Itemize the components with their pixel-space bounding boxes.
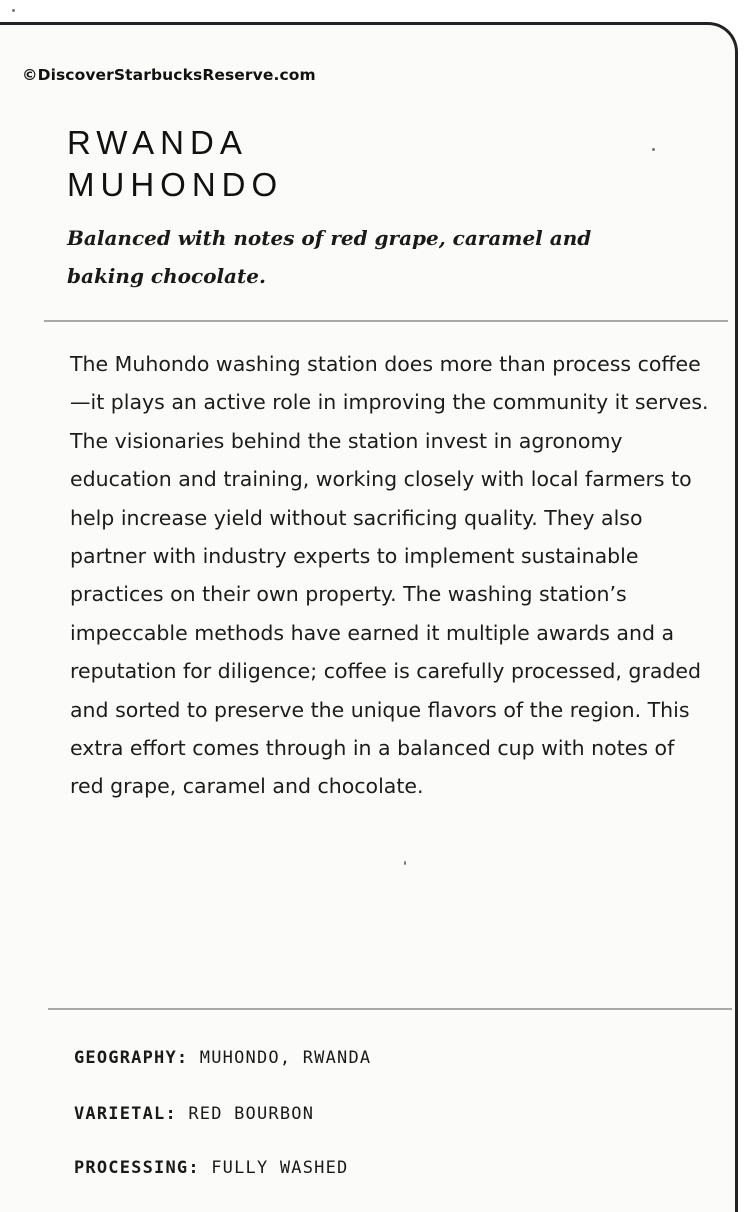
coffee-name-line-1: RWANDA xyxy=(67,124,248,161)
spec-geography-label: GEOGRAPHY: xyxy=(74,1048,189,1068)
coffee-name-line-2: MUHONDO xyxy=(67,166,284,203)
spec-geography xyxy=(74,1048,371,1068)
scan-speck xyxy=(12,9,15,12)
spec-varietal-label: VARIETAL: xyxy=(74,1104,177,1124)
coffee-name xyxy=(67,122,283,206)
tasting-notes-tagline: Balanced with notes of red grape, caramel and baking chocolate. xyxy=(67,226,592,288)
spec-varietal xyxy=(74,1104,314,1124)
spec-processing-label: PROCESSING: xyxy=(74,1158,200,1178)
divider-bottom xyxy=(48,1008,732,1010)
divider-top xyxy=(44,320,728,322)
scan-speck xyxy=(404,861,406,865)
copyright-watermark: ©DiscoverStarbucksReserve.com xyxy=(22,66,316,84)
coffee-description: The Muhondo washing station does more than process coffee—it plays an active role in improving the community it serves. The visionaries behind the station invest in agronomy education and training, working closely with local farmers to help increase yield without sacrificing quality. They also partner with industry experts to implement sustainable practices on their own property. The washing station’s impeccable methods have earned it multiple awards and a reputation for diligence; coffee is carefully processed, graded and sorted to preserve the unique flavors of the region. This extra effort comes through in a balanced cup with notes of red grape, caramel and chocolate. xyxy=(70,352,709,799)
spec-processing xyxy=(74,1158,348,1178)
spec-processing-value: FULLY WASHED xyxy=(211,1158,349,1178)
spec-varietal-value: RED BOURBON xyxy=(188,1104,315,1124)
scan-speck xyxy=(652,148,655,151)
spec-geography-value: MUHONDO, RWANDA xyxy=(199,1048,372,1068)
